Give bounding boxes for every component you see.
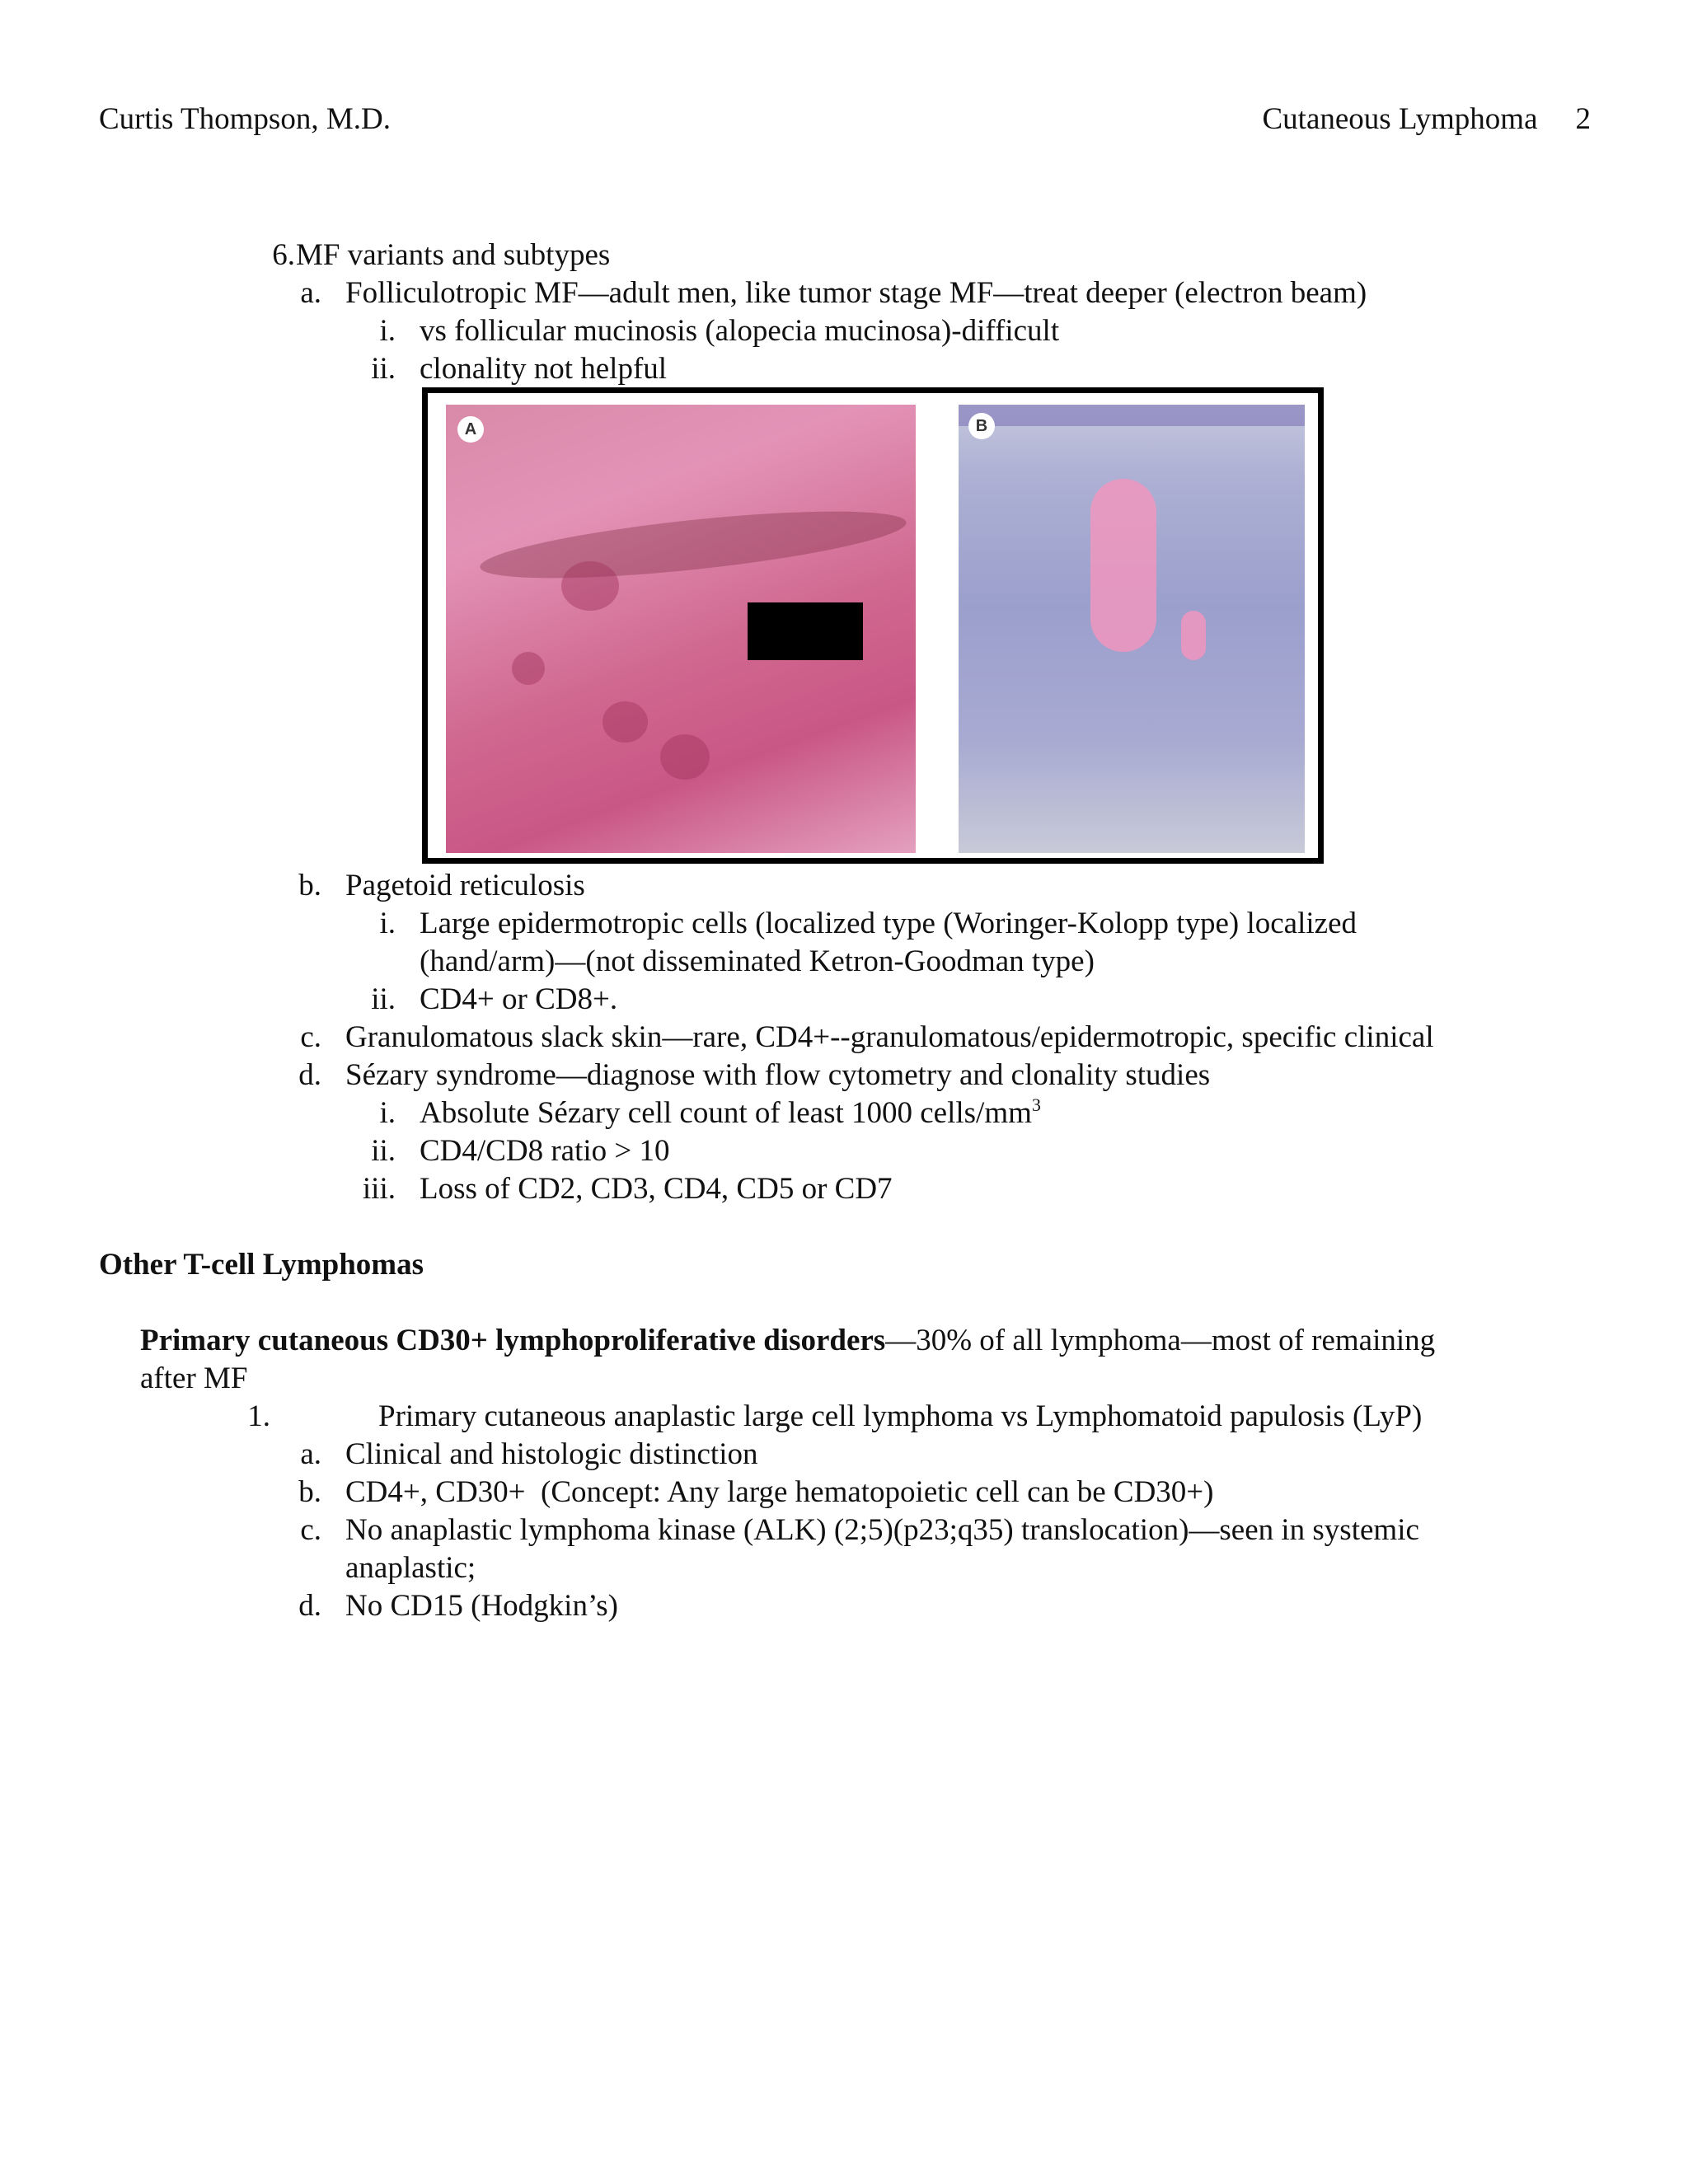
list-item-6b-ii: CD4+ or CD8+. (420, 982, 618, 1016)
nodule-shape (660, 734, 710, 780)
list-marker-6: 6. (272, 238, 295, 272)
list-item-6d-i (420, 1094, 1041, 1132)
list-marker-6d-ii: ii. (371, 1134, 396, 1168)
list-item-1: Primary cutaneous anaplastic large cell lymphoma vs Lymphomatoid papulosis (LyP) (378, 1399, 1423, 1433)
list-item-6d-ii: CD4/CD8 ratio > 10 (420, 1134, 670, 1168)
clinical-photo-panel (446, 405, 916, 853)
paragraph-bold-lead: Primary cutaneous CD30+ lymphoproliferative disorders (140, 1324, 886, 1357)
list-item-1d: No CD15 (Hodgkin’s) (345, 1589, 618, 1623)
list-item-6a: Folliculotropic MF—adult men, like tumor stage MF—treat deeper (electron beam) (345, 276, 1367, 310)
list-item-6d-iii: Loss of CD2, CD3, CD4, CD5 or CD7 (420, 1172, 893, 1206)
list-item-1a: Clinical and histologic distinction (345, 1437, 758, 1471)
list-item-1c-continued: anaplastic; (345, 1551, 476, 1585)
superscript: 3 (1031, 1094, 1041, 1115)
list-marker-6b-i: i. (379, 907, 396, 940)
follicle-shape (1181, 611, 1206, 660)
list-marker-6d-i: i. (379, 1096, 396, 1130)
list-item-1c: No anaplastic lymphoma kinase (ALK) (2;5)(p23;q35) translocation)—seen in systemic (345, 1513, 1419, 1547)
list-marker-6a-ii: ii. (371, 352, 396, 386)
panel-a-label: A (457, 416, 484, 443)
censor-bar (748, 602, 863, 660)
follicle-shape (1090, 479, 1156, 652)
section-paragraph (140, 1322, 1435, 1360)
list-item-1b: CD4+, CD30+ (Concept: Any large hematopoietic cell can be CD30+) (345, 1475, 1214, 1509)
list-marker-6b-ii: ii. (371, 982, 396, 1016)
histology-panel (959, 405, 1305, 853)
list-marker-6d-iii: iii. (362, 1172, 396, 1206)
list-item-6d: Sézary syndrome—diagnose with flow cytometry and clonality studies (345, 1058, 1211, 1092)
section-heading: Other T-cell Lymphomas (99, 1248, 424, 1282)
list-marker-1d: d. (298, 1589, 321, 1623)
header-title: Cutaneous Lymphoma (1262, 102, 1538, 136)
section-paragraph-continued: after MF (140, 1361, 248, 1395)
list-marker-6a-i: i. (379, 314, 396, 348)
list-marker-6c: c. (300, 1020, 321, 1054)
list-marker-1c: c. (300, 1513, 321, 1547)
list-item-6b-i-continued: (hand/arm)—(not disseminated Ketron-Goodman type) (420, 944, 1095, 978)
list-item-6: MF variants and subtypes (296, 238, 611, 272)
nodule-shape (561, 561, 619, 611)
list-marker-1b: b. (298, 1475, 321, 1509)
list-marker-1: 1. (247, 1399, 270, 1433)
list-item-6b-i: Large epidermotropic cells (localized type (Woringer-Kolopp type) localized (420, 907, 1357, 940)
clinical-histology-figure (422, 387, 1324, 864)
list-item-6c: Granulomatous slack skin—rare, CD4+--granulomatous/epidermotropic, specific clinical (345, 1020, 1434, 1054)
list-item-6a-i: vs follicular mucinosis (alopecia mucinosa)-difficult (420, 314, 1060, 348)
panel-b-label: B (968, 413, 995, 439)
paragraph-rest: —30% of all lymphoma—most of remaining (885, 1324, 1436, 1357)
list-marker-6b: b. (298, 869, 321, 902)
epidermis-band (959, 405, 1305, 426)
eyebrow-shape (477, 498, 908, 592)
list-marker-6d: d. (298, 1058, 321, 1092)
list-item-6d-i-text: Absolute Sézary cell count of least 1000 cells/mm (420, 1096, 1032, 1130)
list-marker-6a: a. (300, 276, 321, 310)
header-author: Curtis Thompson, M.D. (99, 102, 391, 136)
list-item-6b: Pagetoid reticulosis (345, 869, 585, 902)
list-item-6a-ii: clonality not helpful (420, 352, 668, 386)
header-right (1263, 101, 1592, 138)
nodule-shape (512, 652, 545, 685)
list-marker-1a: a. (300, 1437, 321, 1471)
nodule-shape (603, 701, 648, 743)
page-number: 2 (1575, 102, 1591, 136)
